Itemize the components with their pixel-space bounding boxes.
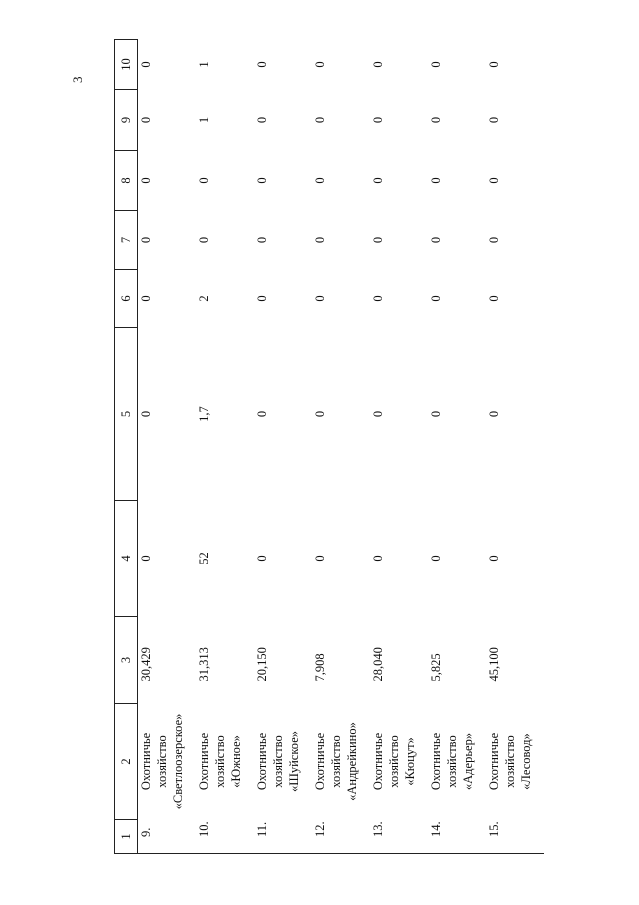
cell-col-9: 0 bbox=[371, 116, 385, 124]
name-line: «Адерьер» bbox=[461, 732, 475, 791]
cell-col-8: 0 bbox=[487, 177, 501, 184]
cell-col-10: 1 bbox=[197, 61, 211, 68]
cell-col-6: 0 bbox=[429, 295, 443, 302]
cell-col-6: 0 bbox=[139, 295, 153, 302]
table-row bbox=[428, 40, 486, 854]
col-header-6: 6 bbox=[115, 270, 138, 328]
name-line: «Кюцут» bbox=[403, 737, 417, 786]
cell-col-5: 0 bbox=[255, 410, 269, 418]
col-header-9: 9 bbox=[115, 90, 138, 151]
table-row bbox=[312, 40, 370, 854]
cell-col-3: 7,908 bbox=[313, 653, 327, 682]
table-row bbox=[196, 40, 254, 854]
name-line: «Андрейкино» bbox=[345, 722, 359, 801]
col-header-2: 2 bbox=[115, 704, 138, 820]
cell-col-3: 30,429 bbox=[139, 647, 153, 682]
name-line: Охотничье bbox=[197, 732, 211, 791]
cell-col-5: 0 bbox=[429, 410, 443, 418]
cell-col-6: 0 bbox=[255, 295, 269, 302]
cell-col-10: 0 bbox=[255, 61, 269, 68]
row-number: 14. bbox=[428, 820, 486, 854]
cell-col-9: 0 bbox=[313, 116, 327, 124]
cell-col-7: 0 bbox=[255, 236, 269, 244]
cell-col-7: 0 bbox=[371, 236, 385, 244]
cell-col-4: 0 bbox=[487, 555, 501, 562]
cell-col-8: 0 bbox=[313, 177, 327, 184]
cell-col-9: 1 bbox=[197, 116, 211, 124]
cell-col-5: 1,7 bbox=[197, 406, 211, 422]
col-header-4: 4 bbox=[115, 501, 138, 617]
cell-col-3: 28,040 bbox=[371, 647, 385, 682]
cell-col-10: 0 bbox=[139, 61, 153, 68]
cell-col-6: 0 bbox=[313, 295, 327, 302]
col-header-8: 8 bbox=[115, 151, 138, 211]
cell-col-7: 0 bbox=[313, 236, 327, 244]
cell-col-8: 0 bbox=[197, 177, 211, 184]
name-line: хозяйство bbox=[271, 735, 285, 788]
name-line: хозяйство bbox=[503, 735, 517, 788]
hunting-farm-name bbox=[428, 704, 486, 820]
name-line: Охотничье bbox=[139, 732, 153, 791]
cell-col-4: 0 bbox=[429, 555, 443, 562]
table-row bbox=[254, 40, 312, 854]
cell-col-9: 0 bbox=[429, 116, 443, 124]
cell-col-3: 45,100 bbox=[487, 647, 501, 682]
cell-col-4: 0 bbox=[139, 555, 153, 562]
name-line: хозяйство bbox=[213, 735, 227, 788]
header-row bbox=[115, 40, 138, 854]
cell-col-3: 5,825 bbox=[429, 653, 443, 682]
name-line: хозяйство bbox=[445, 735, 459, 788]
cell-col-8: 0 bbox=[429, 177, 443, 184]
row-number: 12. bbox=[312, 820, 370, 854]
hunting-farm-name bbox=[196, 704, 254, 820]
hunting-farm-name bbox=[138, 704, 197, 820]
table-row bbox=[138, 40, 197, 854]
row-number: 13. bbox=[370, 820, 428, 854]
cell-col-10: 0 bbox=[429, 61, 443, 68]
cell-col-4: 52 bbox=[197, 552, 211, 565]
name-line: Охотничье bbox=[371, 732, 385, 791]
row-number: 11. bbox=[254, 820, 312, 854]
cell-col-5: 0 bbox=[487, 410, 501, 418]
hunting-farm-name bbox=[486, 704, 544, 820]
name-line: «Шуйское» bbox=[287, 731, 301, 792]
name-line: хозяйство bbox=[155, 735, 169, 788]
col-header-10: 10 bbox=[115, 40, 138, 90]
hunting-farm-name bbox=[370, 704, 428, 820]
cell-col-8: 0 bbox=[139, 177, 153, 184]
row-number: 9. bbox=[138, 820, 197, 854]
cell-col-9: 0 bbox=[255, 116, 269, 124]
name-line: Охотничье bbox=[255, 732, 269, 791]
cell-col-7: 0 bbox=[487, 236, 501, 244]
cell-col-5: 0 bbox=[371, 410, 385, 418]
name-line: хозяйство bbox=[387, 735, 401, 788]
col-header-7: 7 bbox=[115, 211, 138, 270]
hunting-farm-name bbox=[312, 704, 370, 820]
row-number: 10. bbox=[196, 820, 254, 854]
cell-col-5: 0 bbox=[313, 410, 327, 418]
cell-col-10: 0 bbox=[313, 61, 327, 68]
cell-col-9: 0 bbox=[139, 116, 153, 124]
cell-col-3: 31,313 bbox=[197, 647, 211, 682]
cell-col-6: 0 bbox=[371, 295, 385, 302]
cell-col-4: 0 bbox=[255, 555, 269, 562]
cell-col-9: 0 bbox=[487, 116, 501, 124]
col-header-5: 5 bbox=[115, 328, 138, 501]
col-header-1: 1 bbox=[115, 820, 138, 854]
cell-col-8: 0 bbox=[255, 177, 269, 184]
cell-col-7: 0 bbox=[197, 236, 211, 244]
cell-col-8: 0 bbox=[371, 177, 385, 184]
name-line: Охотничье bbox=[487, 732, 501, 791]
name-line: «Южное» bbox=[229, 735, 243, 788]
cell-col-3: 20,150 bbox=[255, 647, 269, 682]
cell-col-6: 0 bbox=[487, 295, 501, 302]
data-table bbox=[114, 39, 544, 854]
cell-col-7: 0 bbox=[139, 236, 153, 244]
name-line: «Лесовод» bbox=[519, 733, 533, 790]
table-row bbox=[370, 40, 428, 854]
cell-col-4: 0 bbox=[371, 555, 385, 562]
row-number: 15. bbox=[486, 820, 544, 854]
cell-col-4: 0 bbox=[313, 555, 327, 562]
col-header-3: 3 bbox=[115, 617, 138, 704]
cell-col-5: 0 bbox=[139, 410, 153, 418]
cell-col-10: 0 bbox=[371, 61, 385, 68]
name-line: Охотничье bbox=[429, 732, 443, 791]
name-line: Охотничье bbox=[313, 732, 327, 791]
cell-col-7: 0 bbox=[429, 236, 443, 244]
name-line: «Светлоозерское» bbox=[171, 713, 185, 810]
hunting-farm-name bbox=[254, 704, 312, 820]
cell-col-6: 2 bbox=[197, 295, 211, 302]
cell-col-10: 0 bbox=[487, 61, 501, 68]
table-row bbox=[486, 40, 544, 854]
name-line: хозяйство bbox=[329, 735, 343, 788]
page-number: 3 bbox=[70, 76, 85, 83]
